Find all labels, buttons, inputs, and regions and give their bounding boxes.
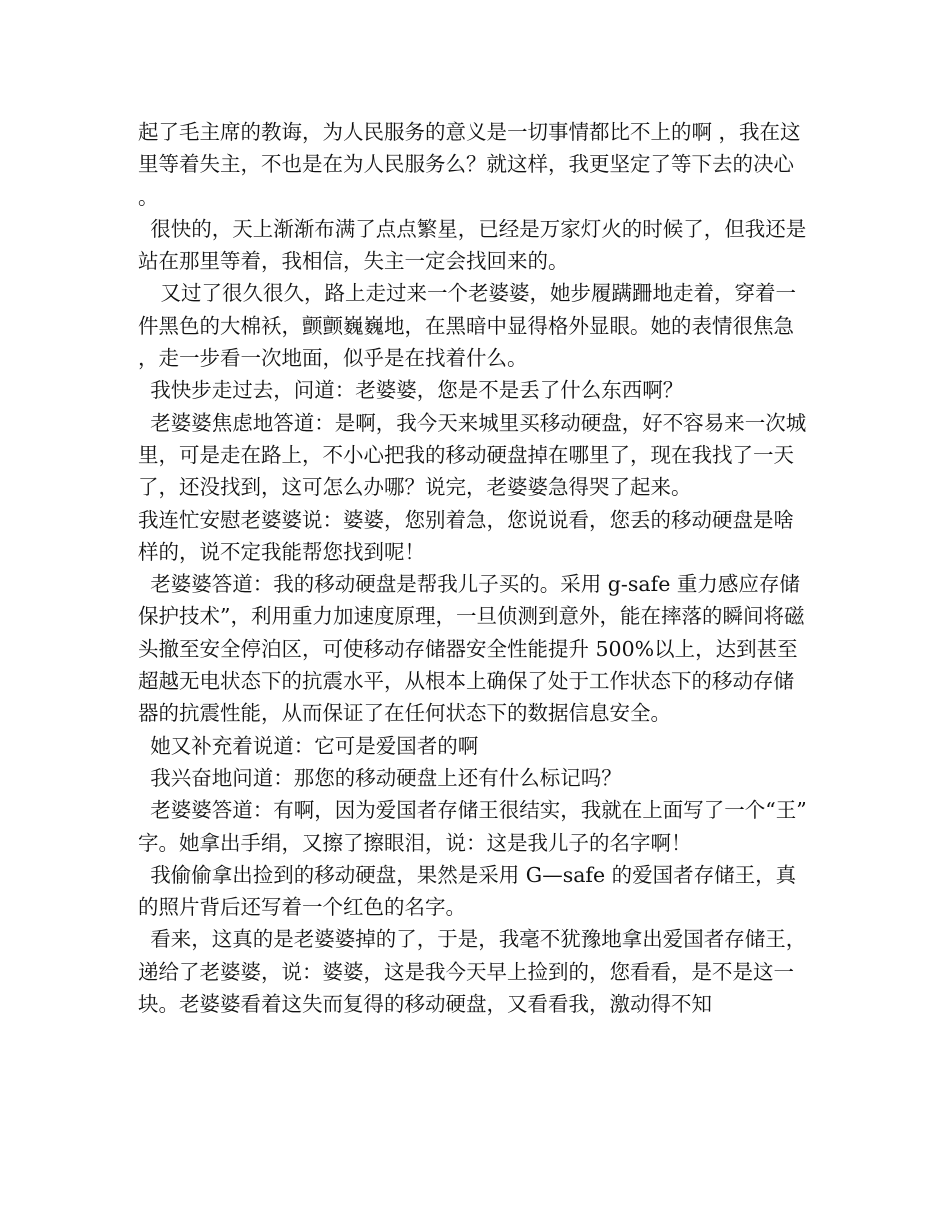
paragraph-11: 我偷偷拿出捡到的移动硬盘，果然是采用 G—safe 的爱国者存储王，真的照片背后还写着一个红色的名字。 — [138, 862, 797, 920]
paragraph-10: 老婆婆答道：有啊，因为爱国者存储王很结实，我就在上面写了一个“王”字。她拿出手绢，又擦了擦眼泪，说：这是我儿子的名字啊！ — [138, 798, 807, 855]
paragraph-7: 老婆婆答道：我的移动硬盘是帮我儿子买的。采用 g-safe 重力感应存储保护技术”，利用重力加速度原理，一旦侦测到意外，能在摔落的瞬间将磁头撤至安全停泊区，可使移动存储器安全性能提升 500%以上，达到甚至超越无电状态下的抗震水平，从根本上确保了处于工作状态下的移动存储器的抗震性能，从而保证了在任何状态下的数据信息安全。 — [138, 572, 805, 726]
paragraph-5: 老婆婆焦虑地答道：是啊，我今天来城里买移动硬盘，好不容易来一次城里，可是走在路上，不小心把我的移动硬盘掉在哪里了，现在我找了一天了，还没找到，这可怎么办哪？说完，老婆婆急得哭了起来。 — [138, 410, 807, 500]
document-page — [138, 116, 814, 1020]
paragraph-9: 我兴奋地问道：那您的移动硬盘上还有什么标记吗？ — [150, 765, 622, 790]
paragraph-6: 我连忙安慰老婆婆说：婆婆，您别着急，您说说看，您丢的移动硬盘是啥样的，说不定我能帮您找到呢！ — [138, 507, 794, 564]
paragraph-12: 看来，这真的是老婆婆掉的了，于是，我毫不犹豫地拿出爱国者存储王，递给了老婆婆，说：婆婆，这是我今天早上捡到的，您看看，是不是这一块。老婆婆看着这失而复得的移动硬盘，又看看我，激动得不知 — [138, 927, 807, 1017]
paragraph-3: 又过了很久很久，路上走过来一个老婆婆，她步履蹒跚地走着，穿着一件黑色的大棉袄，颤颤巍巍地，在黑暗中显得格外显眼。她的表情很焦急，走一步看一次地面，似乎是在找着什么。 — [138, 281, 797, 371]
paragraph-2: 很快的，天上渐渐布满了点点繁星，已经是万家灯火的时候了，但我还是站在那里等着，我相信，失主一定会找回来的。 — [138, 216, 807, 274]
paragraph-1: 起了毛主席的教诲，为人民服务的意义是一切事情都比不上的啊 ，我在这里等着失主，不也是在为人民服务么？就这样，我更坚定了等下去的决心。 — [138, 120, 801, 209]
paragraph-4: 我快步走过去，问道：老婆婆，您是不是丢了什么东西啊？ — [150, 378, 684, 403]
paragraph-8: 她又补充着说道：它可是爱国者的啊 — [150, 733, 479, 758]
